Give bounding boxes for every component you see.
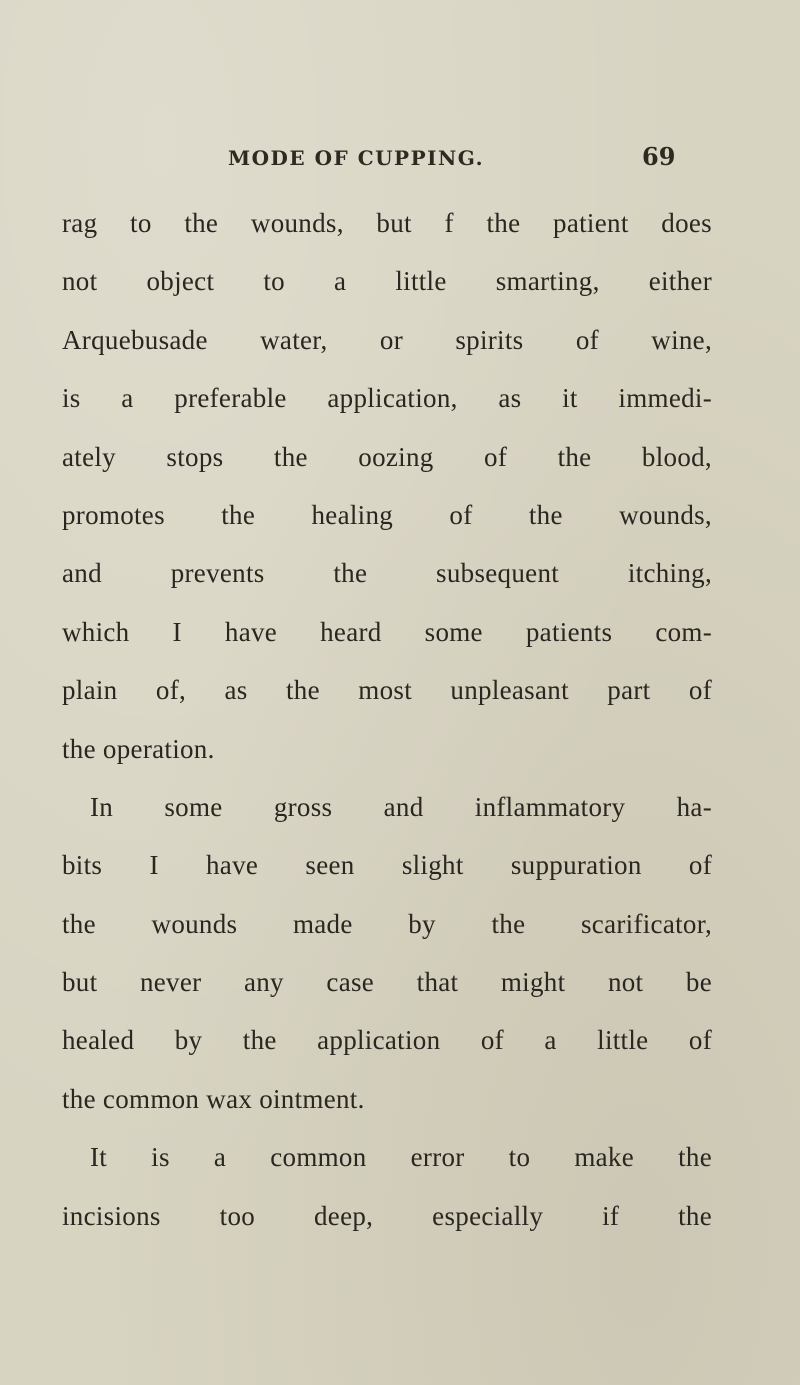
text-line: Arquebusade water, or spirits of wine, (62, 324, 712, 355)
text-line: the common wax ointment. (62, 1083, 365, 1114)
text-line: is a preferable application, as it immedi- (62, 383, 712, 414)
running-title: MODE OF CUPPING. (228, 146, 485, 170)
text-line: which I have heard some patients com- (62, 616, 712, 647)
text-line: the wounds made by the scarificator, (62, 908, 712, 939)
page-number: 69 (642, 142, 676, 171)
text-line: It is a common error to make the (90, 1142, 712, 1173)
text-line: not object to a little smarting, either (62, 266, 712, 297)
text-line: promotes the healing of the wounds, (62, 499, 712, 530)
body-text (62, 194, 712, 1245)
text-line: plain of, as the most unpleasant part of (62, 675, 712, 706)
running-head (0, 140, 800, 176)
text-line: healed by the application of a little of (62, 1025, 712, 1056)
text-line: rag to the wounds, but f the patient does (62, 208, 712, 238)
text-line: In some gross and inflammatory ha- (90, 791, 712, 822)
text-line: ately stops the oozing of the blood, (62, 441, 712, 472)
text-line: but never any case that might not be (62, 967, 712, 998)
text-line: the operation. (62, 733, 215, 764)
text-line: bits I have seen slight suppuration of (62, 850, 712, 881)
text-line: and prevents the subsequent itching, (62, 558, 712, 589)
text-line: incisions too deep, especially if the (62, 1200, 712, 1231)
